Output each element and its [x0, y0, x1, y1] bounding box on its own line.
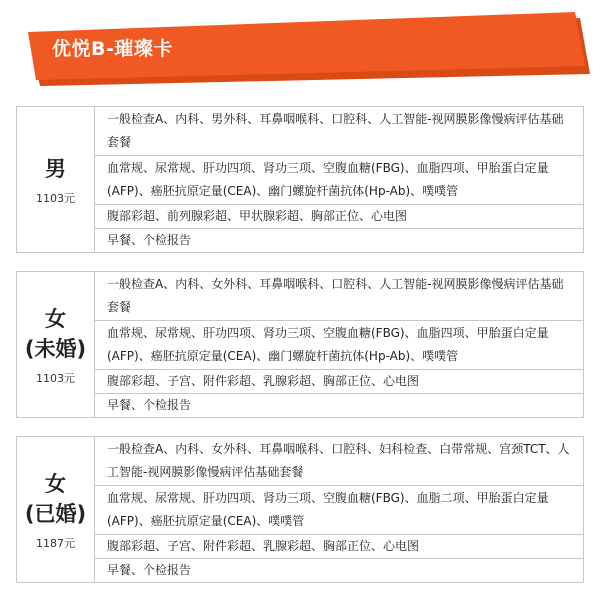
list-item: 一般检查A、内科、男外科、耳鼻咽喉科、口腔科、人工智能-视网膜影像慢病评估基础套餐: [95, 107, 583, 156]
package-label: [17, 272, 95, 417]
package-marital-status: (已婚): [24, 501, 87, 526]
package-marital-status: (未婚): [24, 336, 87, 361]
package-price: 1103元: [36, 371, 75, 385]
list-item: 腹部彩超、前列腺彩超、甲状腺彩超、胸部正位、心电图: [95, 205, 583, 229]
package-items: [95, 437, 583, 582]
package-price: 1103元: [36, 191, 75, 205]
package-price: 1187元: [36, 536, 75, 550]
package-label: [17, 107, 95, 252]
list-item: 早餐、个检报告: [107, 563, 192, 577]
list-item: 血常规、尿常规、肝功四项、肾功三项、空腹血糖(FBG)、血脂二项、甲胎蛋白定量(AFP)、癌胚抗原定量(CEA)、噗噗管: [95, 486, 583, 535]
page-title: 优悦B-璀璨卡: [52, 38, 173, 60]
package-gender: 男: [45, 156, 66, 181]
list-item: 腹部彩超、子宫、附件彩超、乳腺彩超、胸部正位、心电图: [95, 535, 583, 559]
list-item: 血常规、尿常规、肝功四项、肾功三项、空腹血糖(FBG)、血脂四项、甲胎蛋白定量(AFP)、癌胚抗原定量(CEA)、幽门螺旋杆菌抗体(Hp-Ab)、噗噗管: [95, 321, 583, 370]
list-item: 早餐、个检报告: [107, 233, 192, 247]
package-card-male: [16, 106, 584, 253]
list-item: 血常规、尿常规、肝功四项、肾功三项、空腹血糖(FBG)、血脂四项、甲胎蛋白定量(AFP)、癌胚抗原定量(CEA)、幽门螺旋杆菌抗体(Hp-Ab)、噗噗管: [95, 156, 583, 205]
list-item: 腹部彩超、子宫、附件彩超、乳腺彩超、胸部正位、心电图: [95, 370, 583, 394]
package-card-female-unmarried: [16, 271, 584, 418]
package-gender: 女: [45, 471, 66, 496]
list-item: 一般检查A、内科、女外科、耳鼻咽喉科、口腔科、人工智能-视网膜影像慢病评估基础套餐: [95, 272, 583, 321]
package-items: [95, 107, 583, 252]
list-item: 早餐、个检报告: [107, 398, 192, 412]
title-banner: [0, 0, 600, 86]
package-label: [17, 437, 95, 582]
package-card-female-married: [16, 436, 584, 583]
package-items: [95, 272, 583, 417]
list-item: 一般检查A、内科、女外科、耳鼻咽喉科、口腔科、妇科检查、白带常规、宫颈TCT、人工智能-视网膜影像慢病评估基础套餐: [95, 437, 583, 486]
package-gender: 女: [45, 306, 66, 331]
